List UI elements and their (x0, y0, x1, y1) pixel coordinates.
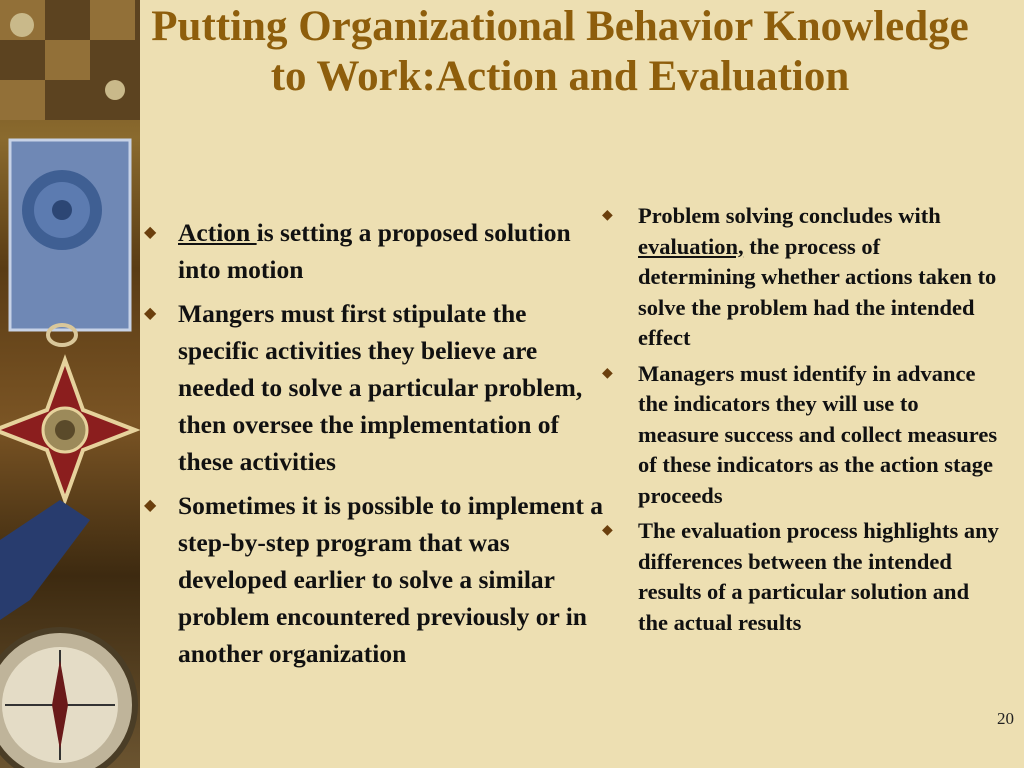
diamond-bullet-icon: ◆ (144, 305, 157, 322)
bullet-text: Managers must identify in advance the indicators they will use to measure success and collect measures of these indicators as the action stage proceeds (638, 360, 998, 508)
diamond-bullet-icon: ◆ (602, 208, 613, 223)
diamond-bullet-icon: ◆ (602, 365, 613, 381)
medal-compass-decorative-image (0, 0, 140, 768)
slide-number: 20 (997, 709, 1014, 728)
diamond-bullet-icon: ◆ (144, 497, 157, 514)
diamond-bullet-icon: ◆ (144, 224, 157, 241)
term-action: Action (178, 218, 257, 247)
bullet-text: Sometimes it is possible to implement a step-by-step program that was developed earlier to solve a similar problem encountered previously or in another organization (178, 491, 603, 668)
bullet-text: is setting a proposed solution into motion (178, 218, 571, 284)
bullet-text: Problem solving concludes with (638, 203, 941, 228)
bullet-text: the process of determining whether actions taken to solve the problem had the intended effect (638, 233, 997, 350)
list-item (142, 487, 612, 672)
list-item (142, 214, 612, 288)
bullet-text: The evaluation process highlights any differences between the intended results of a particular solution and the actual results (638, 518, 999, 635)
list-item (600, 516, 1000, 638)
term-evaluation: evaluation, (638, 233, 744, 259)
slide-title: Putting Organizational Behavior Knowledge to Work:Action and Evaluation (151, 3, 969, 100)
left-bullet-list (142, 214, 612, 679)
list-item (142, 295, 612, 480)
diamond-bullet-icon: ◆ (602, 523, 613, 538)
bullet-text: Mangers must first stipulate the specific activities they believe are needed to solve a particular problem, then oversee the implementation of these activities (178, 299, 583, 476)
right-bullet-list (600, 201, 1000, 643)
medal-collage-icon (0, 0, 140, 768)
list-item (600, 359, 1000, 512)
list-item (600, 201, 1000, 354)
